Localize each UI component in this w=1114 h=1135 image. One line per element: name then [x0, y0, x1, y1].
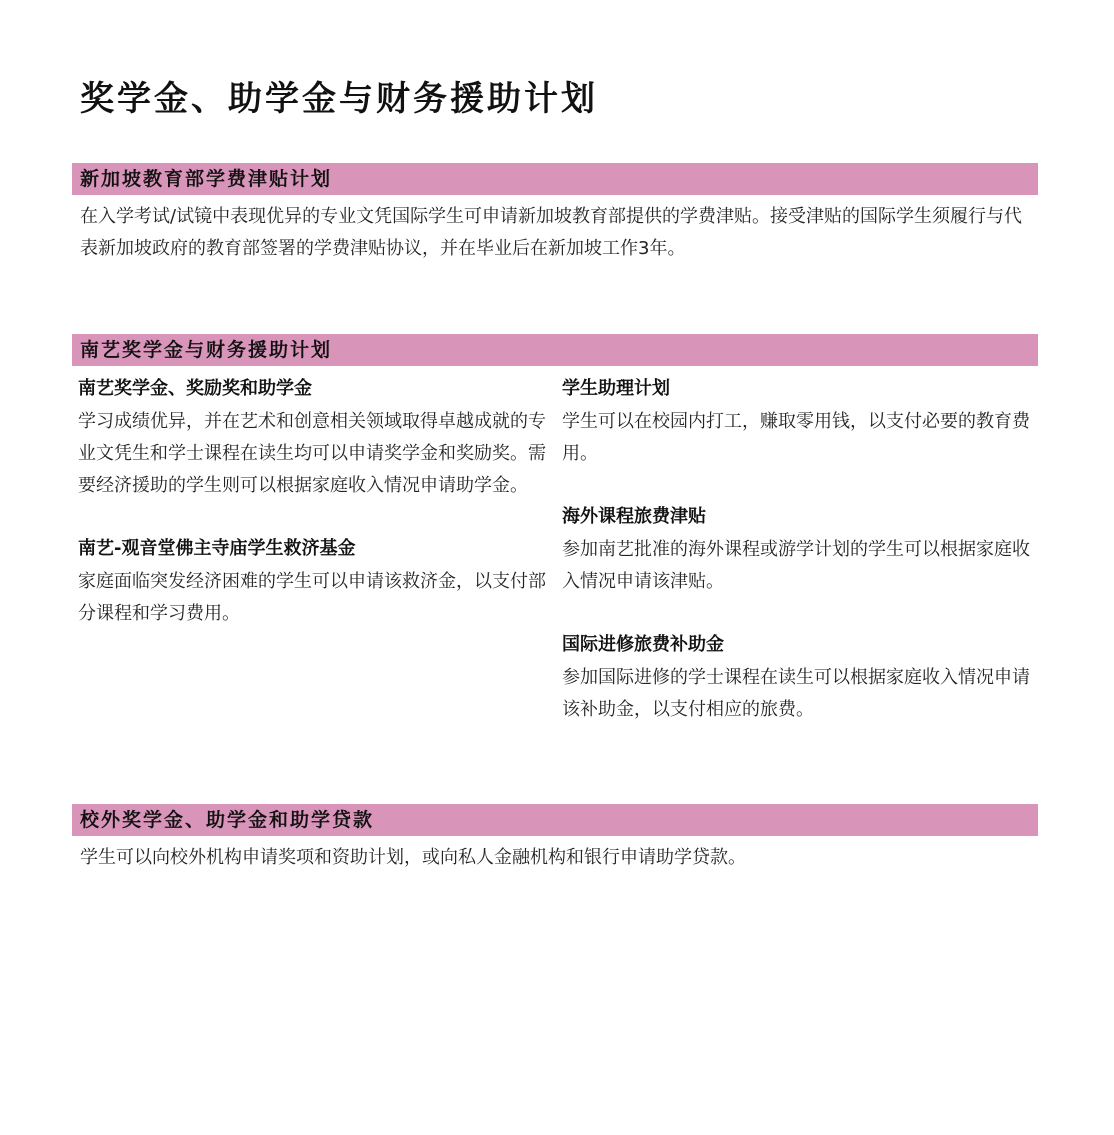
item-text: 家庭面临突发经济困难的学生可以申请该救济金，以支付部分课程和学习费用。 [78, 571, 546, 624]
section-nafa-scholarships [72, 334, 1038, 720]
list-item [562, 502, 1030, 598]
item-text: 参加南艺批准的海外课程或游学计划的学生可以根据家庭收入情况申请该津贴。 [562, 539, 1030, 592]
section-external-funding [72, 804, 1038, 874]
section-body-text: 学生可以向校外机构申请奖项和资助计划，或向私人金融机构和银行申请助学贷款。 [80, 847, 746, 868]
section-heading: 新加坡教育部学费津贴计划 [72, 163, 1038, 195]
list-item [562, 630, 1030, 726]
left-column [78, 374, 546, 662]
item-text: 参加国际进修的学士课程在读生可以根据家庭收入情况申请该补助金，以支付相应的旅费。 [562, 667, 1030, 720]
section-moe-tuition-grant [72, 163, 1038, 265]
list-item [562, 374, 1030, 470]
list-item [78, 374, 546, 502]
item-title: 学生助理计划 [562, 378, 670, 399]
item-title: 南艺奖学金、奖励奖和助学金 [78, 378, 312, 399]
page-title: 奖学金、助学金与财务援助计划 [80, 79, 598, 119]
item-text: 学生可以在校园内打工，赚取零用钱，以支付必要的教育费用。 [562, 411, 1030, 464]
section-heading: 校外奖学金、助学金和助学贷款 [72, 804, 1038, 836]
item-title: 海外课程旅费津贴 [562, 506, 706, 527]
item-title: 国际进修旅费补助金 [562, 634, 724, 655]
list-item [78, 534, 546, 630]
section-body-text: 在入学考试/试镜中表现优异的专业文凭国际学生可申请新加坡教育部提供的学费津贴。接受津贴的国际学生须履行与代表新加坡政府的教育部签署的学费津贴协议，并在毕业后在新加坡工作3年。 [80, 206, 1023, 259]
section-heading: 南艺奖学金与财务援助计划 [72, 334, 1038, 366]
item-title: 南艺-观音堂佛主寺庙学生救济基金 [78, 538, 356, 559]
item-text: 学习成绩优异，并在艺术和创意相关领域取得卓越成就的专业文凭生和学士课程在读生均可以申请奖学金和奖励奖。需要经济援助的学生则可以根据家庭收入情况申请助学金。 [78, 411, 546, 496]
right-column [562, 374, 1030, 758]
